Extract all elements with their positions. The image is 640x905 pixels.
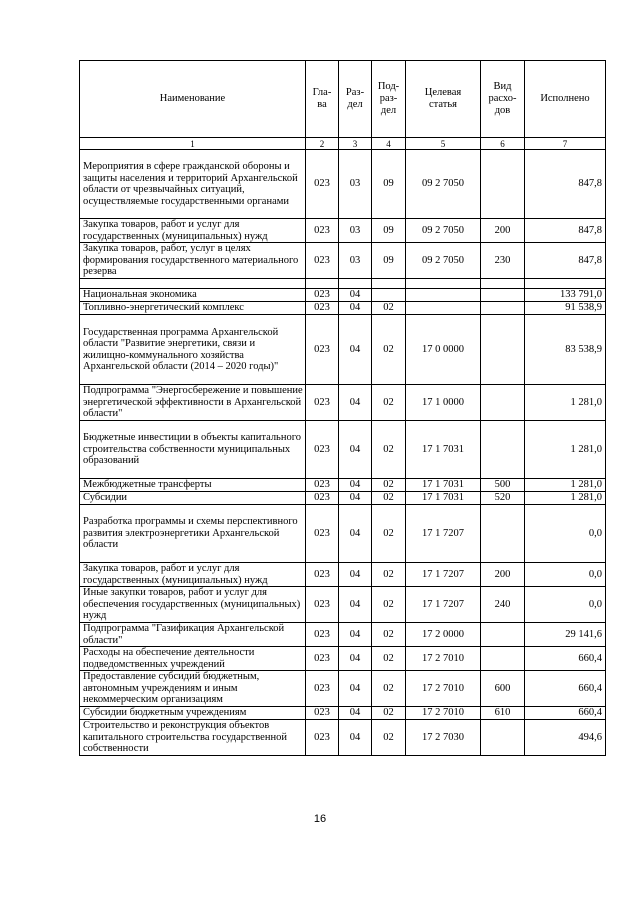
column-number: 5 (406, 138, 481, 150)
cell-vid (481, 647, 525, 671)
cell-glava: 023 (306, 720, 339, 756)
header-vid-label: Вид расхо- дов (488, 81, 517, 116)
cell-glava: 023 (306, 563, 339, 587)
cell-vid (481, 279, 525, 289)
header-name-label: Наименование (159, 93, 226, 104)
table-row (80, 219, 606, 243)
header-amount (525, 61, 606, 138)
cell-statya (406, 279, 481, 289)
cell-razdel: 04 (339, 623, 372, 647)
cell-name: Закупка товаров, работ и услуг для государственных (муниципальных) нужд (80, 219, 306, 243)
cell-vid (481, 421, 525, 479)
cell-statya: 17 0 0000 (406, 315, 481, 385)
table-row (80, 315, 606, 385)
cell-name: Подпрограмма "Газификация Архангельской области" (80, 623, 306, 647)
cell-amount: 1 281,0 (525, 421, 606, 479)
header-vid (481, 61, 525, 138)
cell-statya: 17 1 7031 (406, 492, 481, 505)
cell-razdel: 04 (339, 492, 372, 505)
cell-glava: 023 (306, 623, 339, 647)
cell-podrazdel: 02 (372, 315, 406, 385)
cell-glava: 023 (306, 647, 339, 671)
cell-vid (481, 505, 525, 563)
table-row (80, 623, 606, 647)
cell-glava (306, 279, 339, 289)
cell-statya: 17 2 0000 (406, 623, 481, 647)
table-row (80, 302, 606, 315)
cell-name: Иные закупки товаров, работ и услуг для обеспечения государственных (муниципальных) нужд (80, 587, 306, 623)
cell-podrazdel: 02 (372, 587, 406, 623)
cell-name: Закупка товаров, работ, услуг в целях формирования государственного материального резерва (80, 243, 306, 279)
cell-podrazdel: 02 (372, 720, 406, 756)
cell-razdel: 04 (339, 302, 372, 315)
cell-razdel: 04 (339, 479, 372, 492)
cell-vid: 200 (481, 563, 525, 587)
cell-vid: 500 (481, 479, 525, 492)
table-row (80, 421, 606, 479)
cell-razdel: 04 (339, 385, 372, 421)
cell-podrazdel: 02 (372, 647, 406, 671)
cell-amount: 660,4 (525, 707, 606, 720)
cell-razdel: 04 (339, 505, 372, 563)
cell-vid: 610 (481, 707, 525, 720)
page-number: 16 (313, 813, 327, 825)
column-number: 6 (481, 138, 525, 150)
cell-vid: 520 (481, 492, 525, 505)
cell-podrazdel: 02 (372, 421, 406, 479)
header-podrazdel (372, 61, 406, 138)
cell-vid (481, 385, 525, 421)
cell-razdel: 04 (339, 421, 372, 479)
cell-podrazdel (372, 289, 406, 302)
cell-vid: 200 (481, 219, 525, 243)
column-number: 2 (306, 138, 339, 150)
budget-table-container (79, 60, 605, 756)
cell-statya: 17 1 0000 (406, 385, 481, 421)
cell-statya (406, 289, 481, 302)
cell-razdel: 03 (339, 243, 372, 279)
cell-razdel: 03 (339, 150, 372, 219)
cell-vid (481, 289, 525, 302)
table-row (80, 563, 606, 587)
cell-name: Разработка программы и схемы перспективного развития электроэнергетики Архангельской области (80, 505, 306, 563)
header-name (80, 61, 306, 138)
cell-razdel: 04 (339, 563, 372, 587)
cell-vid (481, 302, 525, 315)
cell-name: Расходы на обеспечение деятельности подведомственных учреждений (80, 647, 306, 671)
table-row (80, 505, 606, 563)
cell-amount: 133 791,0 (525, 289, 606, 302)
cell-name (80, 279, 306, 289)
cell-amount: 0,0 (525, 587, 606, 623)
cell-glava: 023 (306, 243, 339, 279)
cell-razdel: 04 (339, 671, 372, 707)
cell-razdel: 04 (339, 289, 372, 302)
cell-glava: 023 (306, 150, 339, 219)
cell-statya: 17 2 7010 (406, 671, 481, 707)
cell-amount (525, 279, 606, 289)
cell-statya: 17 1 7207 (406, 563, 481, 587)
cell-glava: 023 (306, 479, 339, 492)
cell-amount: 847,8 (525, 150, 606, 219)
table-row (80, 150, 606, 219)
cell-statya: 17 1 7031 (406, 421, 481, 479)
budget-table (79, 60, 606, 756)
cell-name: Бюджетные инвестиции в объекты капитального строительства собственности муниципальных образований (80, 421, 306, 479)
cell-amount: 660,4 (525, 647, 606, 671)
column-number: 3 (339, 138, 372, 150)
column-number: 7 (525, 138, 606, 150)
cell-name: Межбюджетные трансферты (80, 479, 306, 492)
cell-podrazdel: 09 (372, 243, 406, 279)
cell-amount: 83 538,9 (525, 315, 606, 385)
cell-glava: 023 (306, 289, 339, 302)
header-amount-label: Исполнено (540, 93, 590, 104)
cell-vid (481, 623, 525, 647)
table-row (80, 279, 606, 289)
cell-amount: 91 538,9 (525, 302, 606, 315)
table-row (80, 385, 606, 421)
cell-statya: 09 2 7050 (406, 150, 481, 219)
table-row (80, 720, 606, 756)
cell-glava: 023 (306, 421, 339, 479)
cell-podrazdel: 02 (372, 623, 406, 647)
cell-podrazdel: 02 (372, 671, 406, 707)
cell-statya: 17 2 7010 (406, 647, 481, 671)
cell-statya: 17 1 7207 (406, 505, 481, 563)
cell-name: Предоставление субсидий бюджетным, автономным учреждениям и иным некоммерческим организациям (80, 671, 306, 707)
cell-vid: 600 (481, 671, 525, 707)
cell-statya: 09 2 7050 (406, 219, 481, 243)
cell-glava: 023 (306, 219, 339, 243)
cell-amount: 847,8 (525, 243, 606, 279)
table-row (80, 243, 606, 279)
cell-amount: 0,0 (525, 563, 606, 587)
cell-razdel: 04 (339, 647, 372, 671)
table-row (80, 479, 606, 492)
header-podrazdel-label: Под- раз- дел (377, 81, 400, 116)
cell-podrazdel: 02 (372, 707, 406, 720)
cell-glava: 023 (306, 505, 339, 563)
cell-podrazdel: 02 (372, 385, 406, 421)
cell-razdel: 03 (339, 219, 372, 243)
cell-razdel: 04 (339, 720, 372, 756)
column-number: 4 (372, 138, 406, 150)
table-row (80, 671, 606, 707)
column-number: 1 (80, 138, 306, 150)
cell-name: Субсидии (80, 492, 306, 505)
header-row (80, 61, 606, 138)
cell-glava: 023 (306, 385, 339, 421)
column-number-row (80, 138, 606, 150)
cell-razdel (339, 279, 372, 289)
cell-amount: 1 281,0 (525, 492, 606, 505)
cell-statya: 17 2 7010 (406, 707, 481, 720)
header-statya (406, 61, 481, 138)
cell-podrazdel: 02 (372, 492, 406, 505)
header-glava (306, 61, 339, 138)
cell-podrazdel: 02 (372, 563, 406, 587)
cell-name: Топливно-энергетический комплекс (80, 302, 306, 315)
cell-name: Мероприятия в сфере гражданской обороны и защиты населения и территорий Архангельской области от чрезвычайных ситуаций, осуществляемые государственными органами (80, 150, 306, 219)
header-razdel-label: Раз- дел (345, 87, 365, 110)
cell-vid (481, 315, 525, 385)
table-body (80, 138, 606, 756)
cell-vid (481, 150, 525, 219)
cell-podrazdel: 09 (372, 219, 406, 243)
table-row (80, 707, 606, 720)
cell-glava: 023 (306, 302, 339, 315)
cell-amount: 1 281,0 (525, 479, 606, 492)
cell-amount: 1 281,0 (525, 385, 606, 421)
header-razdel (339, 61, 372, 138)
cell-razdel: 04 (339, 587, 372, 623)
table-row (80, 647, 606, 671)
cell-amount: 494,6 (525, 720, 606, 756)
cell-podrazdel: 02 (372, 505, 406, 563)
table-row (80, 289, 606, 302)
header-glava-label: Гла- ва (312, 87, 332, 110)
cell-podrazdel (372, 279, 406, 289)
cell-name: Строительство и реконструкция объектов капитального строительства государственной собственности (80, 720, 306, 756)
cell-glava: 023 (306, 707, 339, 720)
cell-name: Закупка товаров, работ и услуг для государственных (муниципальных) нужд (80, 563, 306, 587)
cell-name: Субсидии бюджетным учреждениям (80, 707, 306, 720)
cell-statya: 17 1 7031 (406, 479, 481, 492)
cell-podrazdel: 02 (372, 302, 406, 315)
cell-razdel: 04 (339, 707, 372, 720)
cell-amount: 847,8 (525, 219, 606, 243)
header-statya-label: Целевая статья (424, 87, 462, 110)
cell-glava: 023 (306, 315, 339, 385)
cell-podrazdel: 02 (372, 479, 406, 492)
cell-statya (406, 302, 481, 315)
cell-amount: 29 141,6 (525, 623, 606, 647)
cell-podrazdel: 09 (372, 150, 406, 219)
cell-vid: 240 (481, 587, 525, 623)
cell-vid: 230 (481, 243, 525, 279)
table-row (80, 492, 606, 505)
cell-glava: 023 (306, 671, 339, 707)
cell-glava: 023 (306, 492, 339, 505)
cell-statya: 17 1 7207 (406, 587, 481, 623)
cell-name: Подпрограмма "Энергосбережение и повышение энергетической эффективности в Архангельской области" (80, 385, 306, 421)
cell-name: Государственная программа Архангельской области "Развитие энергетики, связи и жилищно-коммунального хозяйства Архангельской области (2014 – 2020 годы)" (80, 315, 306, 385)
cell-vid (481, 720, 525, 756)
cell-glava: 023 (306, 587, 339, 623)
table-row (80, 587, 606, 623)
cell-statya: 17 2 7030 (406, 720, 481, 756)
cell-amount: 660,4 (525, 671, 606, 707)
cell-amount: 0,0 (525, 505, 606, 563)
cell-statya: 09 2 7050 (406, 243, 481, 279)
cell-razdel: 04 (339, 315, 372, 385)
cell-name: Национальная экономика (80, 289, 306, 302)
